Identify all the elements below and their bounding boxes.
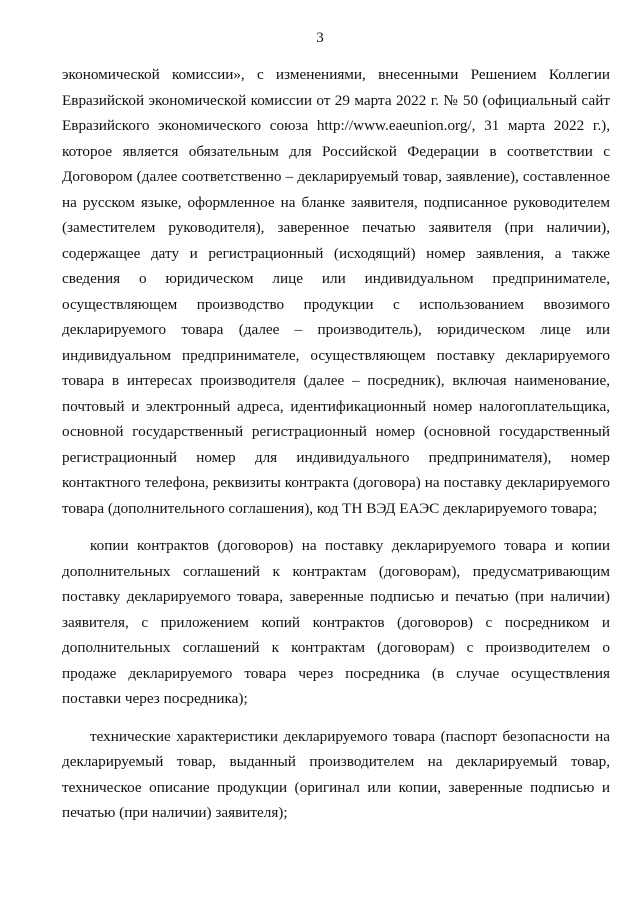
paragraph-contract-copies: копии контрактов (договоров) на поставку декларируемого товара и копии дополнительных соглашений к контрактам (договорам), предусматривающим поставку декларируемого товара, заверенные подписью и печатью (при наличии) заявителя, с приложением копий контрактов (договоров) с посредником и дополнительных соглашений к контрактам (договорам) с производителем о продаже декларируемого товара через посредника (в случае осуществления поставки через посредника); xyxy=(62,537,610,707)
scan-artifact xyxy=(110,890,410,891)
document-body xyxy=(62,62,610,826)
paragraph-technical-characteristics: технические характеристики декларируемого товара (паспорт безопасности на декларируемый товар, выданный производителем на декларируемый товар, техническое описание продукции (оригинал или копии, заверенные подписью и печатью (при наличии) заявителя); xyxy=(62,727,610,821)
paragraph-application-details: экономической комиссии», с изменениями, внесенными Решением Коллегии Евразийской экономической комиссии от 29 марта 2022 г. № 50 (официальный сайт Евразийского экономического союза http://www.eaeunion.org/, 31 марта 2022 г.), которое является обязательным для Российской Федерации в соответствии с Договором (далее соответственно – декларируемый товар, заявление), составленное на русском языке, оформленное на бланке заявителя, подписанное руководителем (заместителем руководителя), заверенное печатью заявителя (при наличии), содержащее дату и регистрационный (исходящий) номер заявления, а также сведения о юридическом лице или индивидуальном предпринимателе, осуществляющем производство продукции с использованием ввозимого декларируемого товара (далее – производитель), юридическом лице или индивидуальном предпринимателе, осуществляющем поставку декларируемого товара в интересах производителя (далее – посредник), включая наименование, почтовый и электронный адреса, идентификационный номер налогоплательщика, основной государственный регистрационный номер (основной государственный регистрационный номер для индивидуального предпринимателя), номер контактного телефона, реквизиты контракта (договора) на поставку декларируемого товара (дополнительного соглашения), код ТН ВЭД ЕАЭС декларируемого товара; xyxy=(62,66,610,517)
page-number: 3 xyxy=(316,30,324,46)
